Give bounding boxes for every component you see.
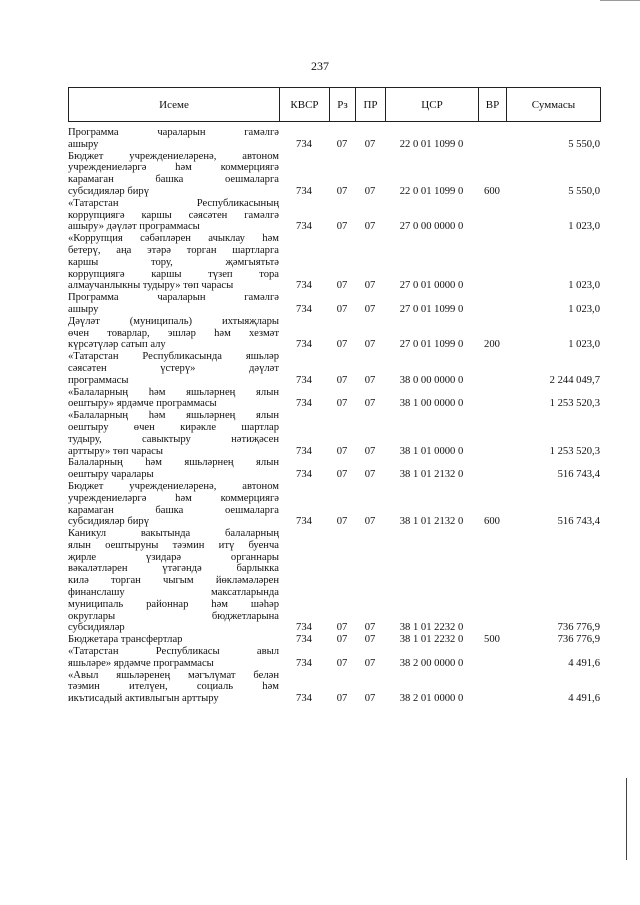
- row-kvsr: 734: [296, 280, 312, 292]
- table-row: [68, 316, 600, 351]
- row-name-line: ашыру: [68, 138, 99, 150]
- row-name-line: оештыру өчен кирәкле шартлар: [68, 421, 279, 433]
- table-row: [68, 481, 600, 528]
- row-name-line: карамаган башка оешмаларга: [68, 174, 279, 186]
- row-vr: 600: [484, 516, 500, 528]
- row-name-line: сәясәтен үстерү» дәүләт: [68, 362, 279, 374]
- row-kvsr: 734: [296, 339, 312, 351]
- row-name-line: «Татарстан Республикасында яшьләр: [68, 351, 279, 363]
- row-name: [68, 481, 279, 528]
- row-name-line: Бюджетара трансфертлар: [68, 634, 183, 646]
- row-kvsr: 734: [296, 374, 312, 386]
- table-row: [68, 292, 600, 316]
- row-rz: 07: [336, 516, 348, 528]
- row-csr: 38 2 01 0000 0: [399, 693, 464, 705]
- row-name-line: Дәүләт (муниципаль) ихтыяҗлары: [68, 315, 279, 327]
- row-sum: 516 743,4: [557, 516, 600, 528]
- row-name-line: финанслашу максатларында: [68, 587, 279, 599]
- row-name-line: субсидияләр бирү: [68, 516, 149, 528]
- row-pr: 07: [364, 398, 376, 410]
- row-csr: 22 0 01 1099 0: [399, 185, 464, 197]
- row-pr: 07: [364, 445, 376, 457]
- row-name-line: Каникул вакытында балаларның: [68, 528, 279, 540]
- row-sum: 516 743,4: [557, 469, 600, 481]
- row-sum: 1 023,0: [568, 303, 600, 315]
- table-row: [68, 646, 600, 670]
- column-header-name: Исеме: [69, 88, 280, 122]
- row-rz: 07: [336, 221, 348, 233]
- row-name-line: оештыру чаралары: [68, 469, 154, 481]
- row-rz: 07: [336, 138, 348, 150]
- row-csr: 38 1 01 2232 0: [399, 634, 464, 646]
- row-pr: 07: [364, 374, 376, 386]
- row-name-line: икътисадый активлыгын арттыру: [68, 693, 219, 705]
- row-name-line: күрсәтүләр сатып алу: [68, 339, 166, 351]
- row-sum: 4 491,6: [568, 693, 600, 705]
- row-name-line: оештыру» ярдәмче программасы: [68, 398, 217, 410]
- row-pr: 07: [364, 303, 376, 315]
- row-rz: 07: [336, 445, 348, 457]
- column-header-kvsr: КВСР: [280, 88, 330, 122]
- column-header-vr: ВР: [479, 88, 507, 122]
- row-kvsr: 734: [296, 516, 312, 528]
- column-header-pr: ПР: [356, 88, 386, 122]
- row-pr: 07: [364, 138, 376, 150]
- row-pr: 07: [364, 693, 376, 705]
- table-row: [68, 351, 600, 386]
- row-sum: 736 776,9: [557, 634, 600, 646]
- row-sum: 1 023,0: [568, 280, 600, 292]
- row-rz: 07: [336, 280, 348, 292]
- row-kvsr: 734: [296, 622, 312, 634]
- row-name-line: яшьләре» ярдәмче программасы: [68, 657, 214, 669]
- row-rz: 07: [336, 634, 348, 646]
- row-rz: 07: [336, 622, 348, 634]
- row-csr: 27 0 01 1099 0: [399, 339, 464, 351]
- row-name-line: коррупциягә каршы сәясәтен гамәлгә: [68, 209, 279, 221]
- row-name-line: «Балаларның һәм яшьләрнең ялын: [68, 386, 279, 398]
- row-name-line: арттыру» төп чарасы: [68, 445, 163, 457]
- column-header-sum: Суммасы: [507, 88, 601, 122]
- row-name-line: тудыру, савыктыру нәтиҗәсен: [68, 433, 279, 445]
- row-name-line: «Авыл яшьләренең мәгълүмат белән: [68, 669, 279, 681]
- row-kvsr: 734: [296, 303, 312, 315]
- row-name-line: вәкаләтләрен үтәгәндә барлыкка: [68, 563, 279, 575]
- row-name: [68, 457, 279, 481]
- table-row: [68, 127, 600, 151]
- table-row: [68, 387, 600, 411]
- row-kvsr: 734: [296, 657, 312, 669]
- row-name: [68, 198, 279, 233]
- row-csr: 27 0 01 0000 0: [399, 280, 464, 292]
- row-name: [68, 292, 279, 316]
- row-pr: 07: [364, 185, 376, 197]
- row-csr: 38 2 00 0000 0: [399, 657, 464, 669]
- row-name-line: каршы тору, җәмгыятьтә: [68, 256, 279, 268]
- row-vr: 600: [484, 185, 500, 197]
- row-kvsr: 734: [296, 445, 312, 457]
- row-name-line: Программа чараларын гамәлгә: [68, 292, 279, 304]
- row-name: [68, 387, 279, 411]
- row-sum: 736 776,9: [557, 622, 600, 634]
- row-name-line: «Татарстан Республикасының: [68, 197, 279, 209]
- table-row: [68, 410, 600, 457]
- row-name-line: ашыру: [68, 303, 99, 315]
- table-body: [68, 127, 600, 705]
- row-pr: 07: [364, 280, 376, 292]
- row-name-line: программасы: [68, 374, 129, 386]
- row-sum: 1 253 520,3: [549, 445, 600, 457]
- row-sum: 1 253 520,3: [549, 398, 600, 410]
- row-kvsr: 734: [296, 693, 312, 705]
- row-rz: 07: [336, 185, 348, 197]
- row-name-line: ялын оештыруны тәэмин итү буенча: [68, 539, 279, 551]
- scan-edge-line: [626, 778, 627, 860]
- row-sum: 5 550,0: [568, 138, 600, 150]
- row-name-line: «Коррупция сәбәпләрен ачыклау һәм: [68, 233, 279, 245]
- row-pr: 07: [364, 469, 376, 481]
- row-name-line: муниципаль районнар һәм шәһәр: [68, 598, 279, 610]
- row-rz: 07: [336, 398, 348, 410]
- row-csr: 22 0 01 1099 0: [399, 138, 464, 150]
- row-csr: 38 1 01 0000 0: [399, 445, 464, 457]
- row-sum: 5 550,0: [568, 185, 600, 197]
- row-name-line: бетерү, аңа этәрә торган шартларга: [68, 244, 279, 256]
- row-name-line: Программа чараларын гамәлгә: [68, 127, 279, 138]
- scan-edge-mark: [600, 0, 640, 1]
- row-rz: 07: [336, 374, 348, 386]
- row-csr: 38 1 01 2132 0: [399, 516, 464, 528]
- row-csr: 38 0 00 0000 0: [399, 374, 464, 386]
- row-pr: 07: [364, 516, 376, 528]
- row-sum: 2 244 049,7: [549, 374, 600, 386]
- row-name-line: учреждениеләргә һәм коммерциягә: [68, 162, 279, 174]
- row-csr: 38 1 01 2132 0: [399, 469, 464, 481]
- row-vr: 200: [484, 339, 500, 351]
- row-name-line: тәэмин ителүен, социаль һәм: [68, 681, 279, 693]
- row-kvsr: 734: [296, 634, 312, 646]
- row-pr: 07: [364, 339, 376, 351]
- row-name-line: учреждениеләргә һәм коммерциягә: [68, 492, 279, 504]
- row-name: [68, 233, 279, 292]
- row-kvsr: 734: [296, 138, 312, 150]
- row-name-line: Балаларның һәм яшьләрнең ялын: [68, 457, 279, 469]
- row-kvsr: 734: [296, 398, 312, 410]
- row-sum: 1 023,0: [568, 339, 600, 351]
- row-pr: 07: [364, 622, 376, 634]
- row-name: [68, 410, 279, 457]
- row-name-line: Бюджет учреждениеләренә, автоном: [68, 480, 279, 492]
- row-csr: 27 0 01 1099 0: [399, 303, 464, 315]
- row-sum: 4 491,6: [568, 657, 600, 669]
- row-name-line: карамаган башка оешмаларга: [68, 504, 279, 516]
- table-header: [68, 87, 601, 122]
- row-name: [68, 670, 279, 705]
- row-name-line: Бюджет учреждениеләренә, автоном: [68, 150, 279, 162]
- table-row: [68, 198, 600, 233]
- row-csr: 38 1 00 0000 0: [399, 398, 464, 410]
- row-pr: 07: [364, 221, 376, 233]
- row-name-line: «Татарстан Республикасы авыл: [68, 646, 279, 658]
- row-name: [68, 151, 279, 198]
- row-pr: 07: [364, 634, 376, 646]
- table-row: [68, 528, 600, 634]
- row-name-line: «Балаларның һәм яшьләрнең ялын: [68, 410, 279, 422]
- row-csr: 27 0 00 0000 0: [399, 221, 464, 233]
- table-row: [68, 634, 600, 646]
- row-rz: 07: [336, 303, 348, 315]
- row-name-line: җирле үзидарә органнары: [68, 551, 279, 563]
- table-row: [68, 670, 600, 705]
- row-csr: 38 1 01 2232 0: [399, 622, 464, 634]
- row-name-line: округлары бюджетларына: [68, 610, 279, 622]
- row-kvsr: 734: [296, 469, 312, 481]
- row-name-line: килә торган чыгым йөкләмәләрен: [68, 575, 279, 587]
- row-sum: 1 023,0: [568, 221, 600, 233]
- row-name: [68, 351, 279, 386]
- column-header-rz: Рз: [330, 88, 356, 122]
- row-vr: 500: [484, 634, 500, 646]
- row-kvsr: 734: [296, 221, 312, 233]
- column-header-csr: ЦСР: [386, 88, 479, 122]
- row-rz: 07: [336, 657, 348, 669]
- row-name-line: өчен товарлар, эшләр һәм хезмәт: [68, 327, 279, 339]
- row-name-line: алмаучанлыкны тудыру» төп чарасы: [68, 280, 234, 292]
- row-name-line: субсидияләр бирү: [68, 185, 149, 197]
- row-name-line: субсидияләр: [68, 622, 125, 634]
- row-rz: 07: [336, 469, 348, 481]
- row-name-line: коррупциягә каршы түзеп тора: [68, 268, 279, 280]
- table-row: [68, 233, 600, 292]
- row-name: [68, 634, 279, 646]
- table-row: [68, 151, 600, 198]
- row-name: [68, 127, 279, 151]
- row-name: [68, 646, 279, 670]
- row-name: [68, 316, 279, 351]
- row-name: [68, 528, 279, 634]
- row-pr: 07: [364, 657, 376, 669]
- page-number: 237: [311, 59, 329, 73]
- row-name-line: ашыру» дәүләт программасы: [68, 221, 200, 233]
- row-rz: 07: [336, 339, 348, 351]
- row-kvsr: 734: [296, 185, 312, 197]
- row-rz: 07: [336, 693, 348, 705]
- table-row: [68, 457, 600, 481]
